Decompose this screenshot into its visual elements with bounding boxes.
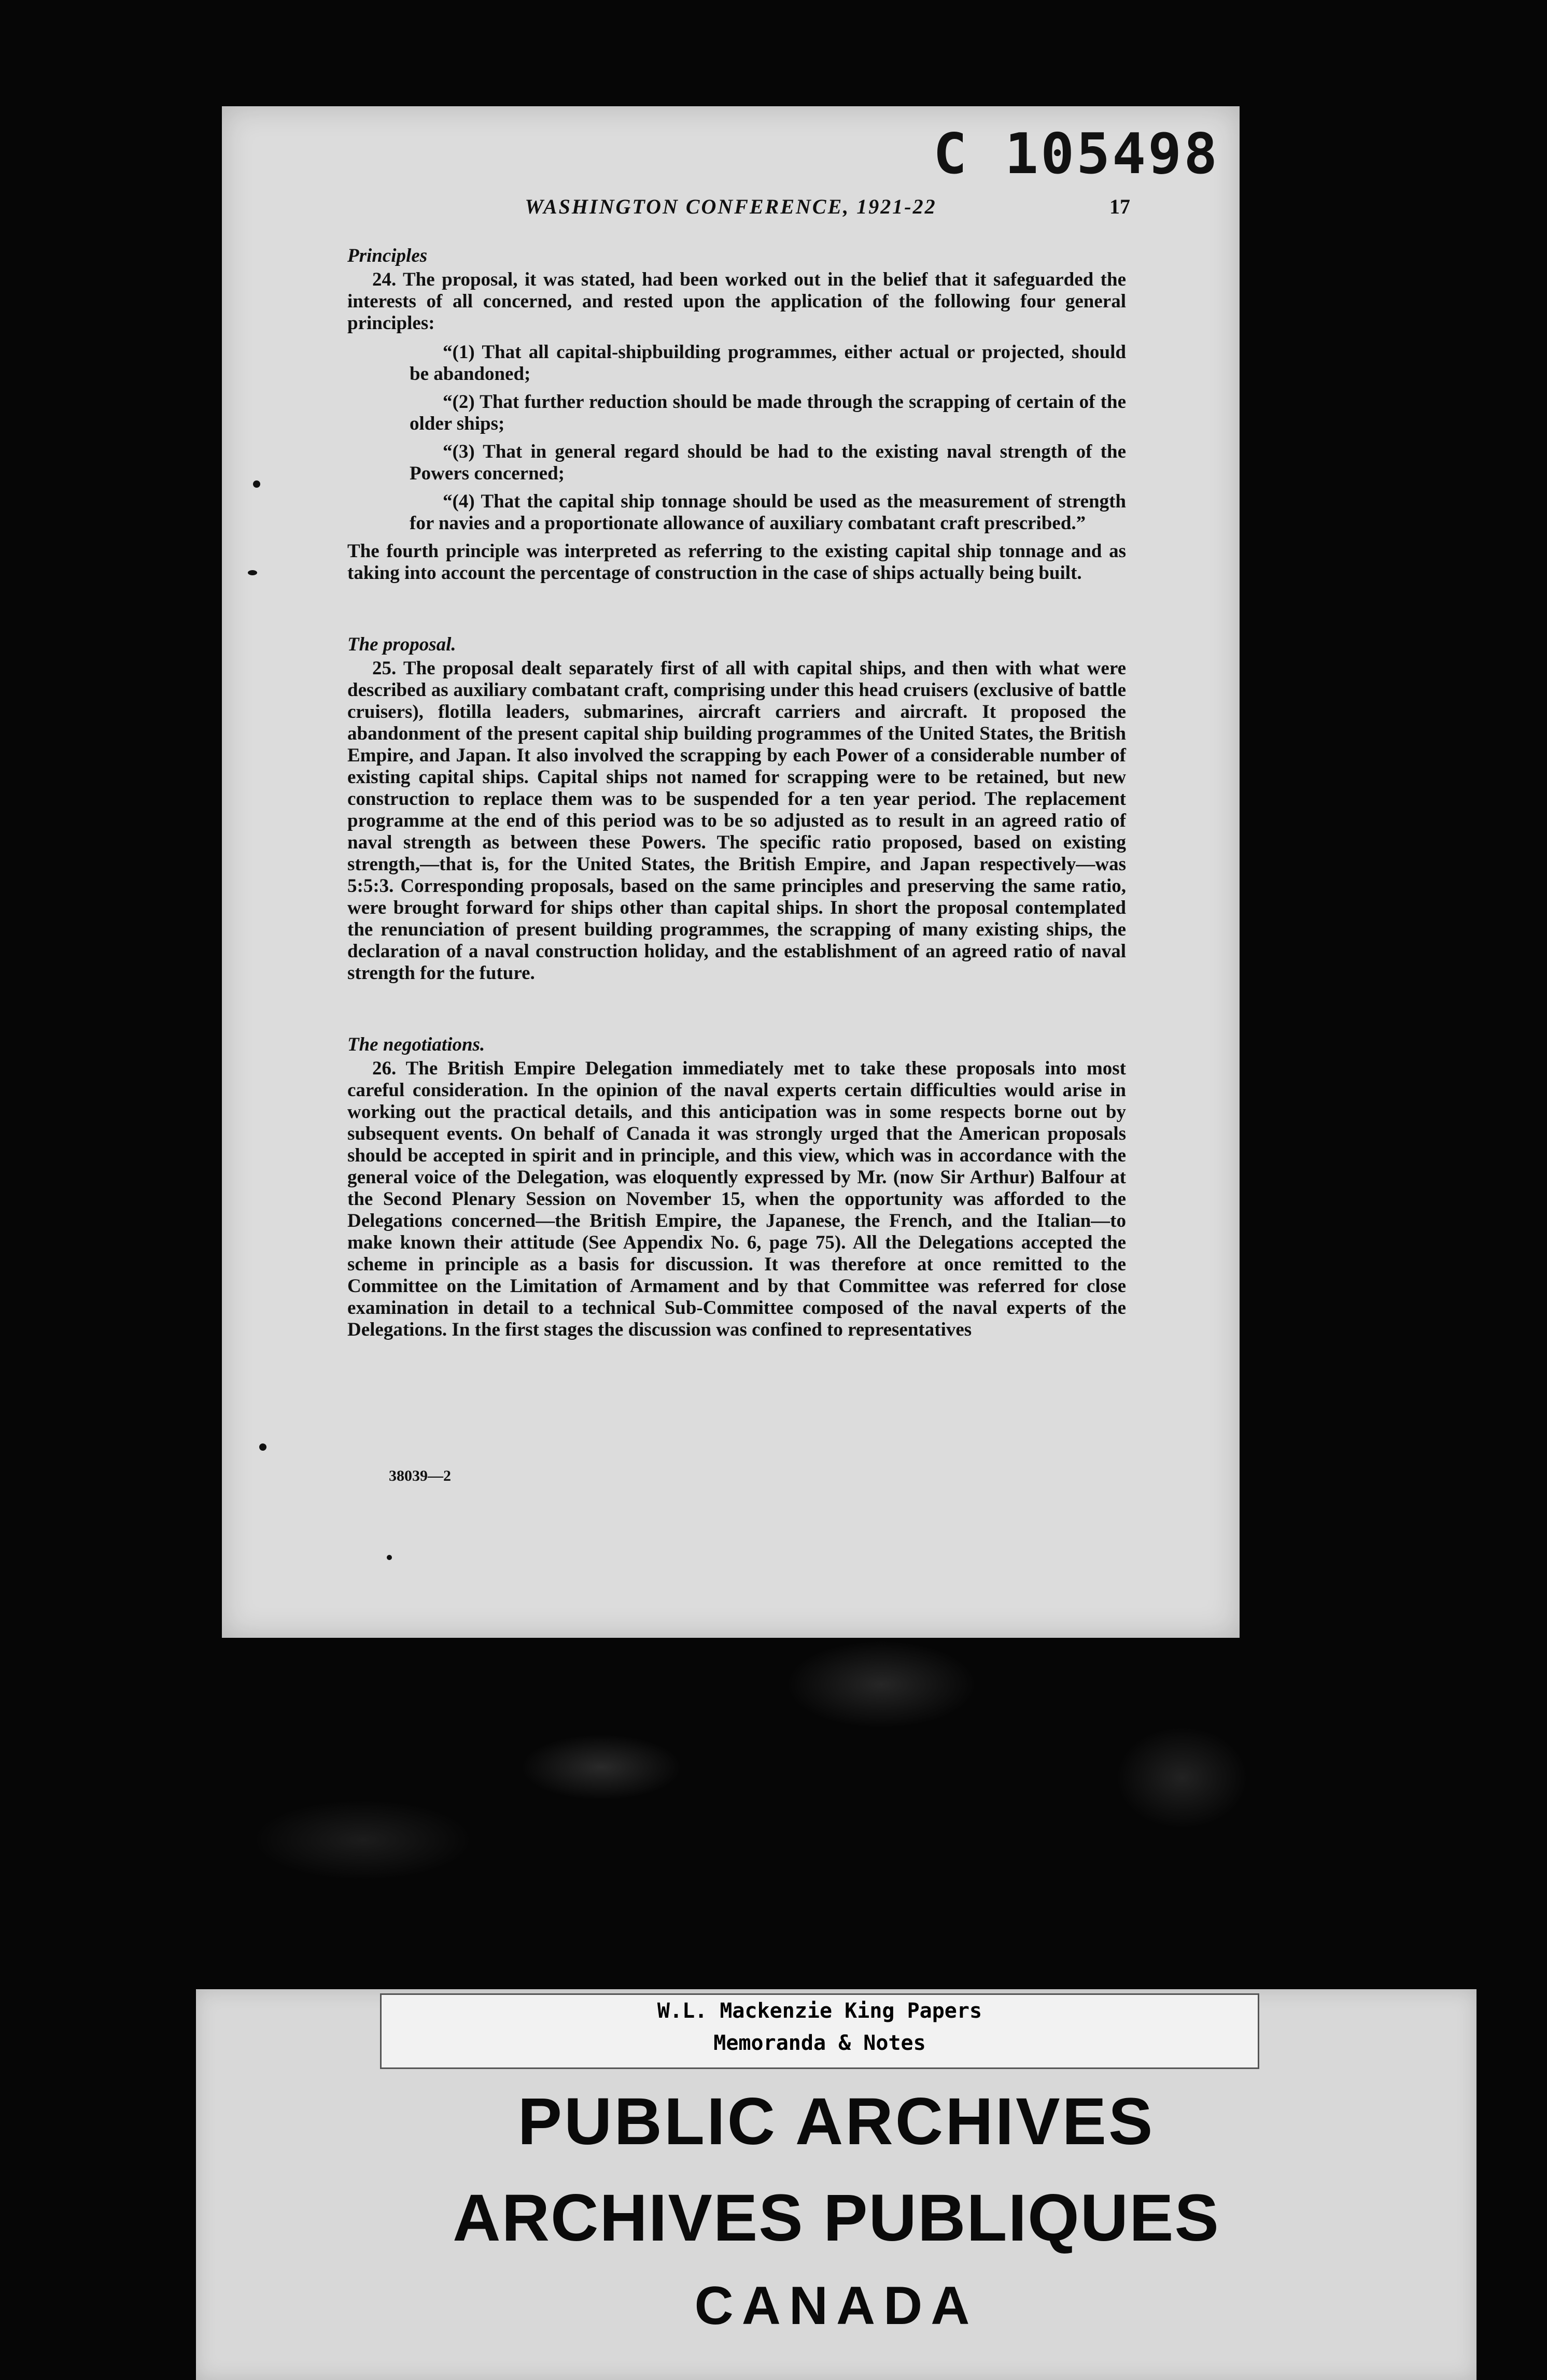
collection-name: W.L. Mackenzie King Papers	[657, 1999, 982, 2023]
print-code: 38039—2	[389, 1467, 451, 1484]
page-number: 17	[1109, 195, 1130, 218]
collection-label	[380, 1993, 1259, 2069]
section-title-proposal: The proposal.	[347, 634, 456, 655]
paragraph-24: 24. The proposal, it was stated, had been worked out in the belief that it safeguarded the interests of all concerned, and rested upon the application of the following four general principles:	[347, 269, 1126, 334]
section-gap	[347, 991, 1126, 1034]
document-page	[222, 106, 1240, 1638]
principle-3: “(3) That in general regard should be had to the existing naval strength of the Powers concerned;	[410, 441, 1126, 484]
punch-hole-mark	[248, 570, 257, 575]
section-gap	[347, 591, 1126, 634]
archive-country: CANADA	[694, 2276, 978, 2336]
punch-hole-mark	[253, 480, 260, 488]
paragraph-25: 25. The proposal dealt separately first of all with capital ships, and then with what were described as auxiliary combatant craft, comprising under this head cruisers (exclusive of battle cruisers), flotilla leaders, submarines, aircraft carriers and aircraft. It proposed the abandonment of the present capital ship building programmes of the United States, the British Empire, and Japan. It also involved the scrapping by each Power of a considerable number of existing capital ships. Capital ships not named for scrapping were to be retained, but new construction to replace them was to be suspended for a ten year period. The replacement programme at the end of this period was to be so adjusted as to result in an agreed ratio of naval strength as between these Powers. The specific ratio proposed, based on existing strength,—that is, for the United States, the British Empire, and Japan respectively—was 5:5:3. Corresponding proposals, based on the same principles and preserving the same ratio, were brought forward for ships other than capital ships. In short the proposal contemplated the renunciation of present building programmes, the scrapping of many existing ships, the declaration of a naval construction holiday, and the establishment of an agreed ratio of naval strength for the future.	[347, 658, 1126, 984]
paragraph-26: 26. The British Empire Delegation immediately met to take these proposals into most careful consideration. In the opinion of the naval experts certain difficulties would arise in working out the practical details, and this anticipation was in some respects borne out by subsequent events. On behalf of Canada it was strongly urged that the American proposals should be accepted in spirit and in principle, and this view, which was in accordance with the general voice of the Delegation, was eloquently expressed by Mr. (now Sir Arthur) Balfour at the Second Plenary Session on November 15, when the opportunity was afforded to the Delegations concerned—the British Empire, the Japanese, the French, and the Italian—to make known their attitude (See Appendix No. 6, page 75). All the Delegations accepted the scheme in principle as a basis for discussion. It was therefore at once remitted to the Committee on the Limitation of Armament and by that Committee was referred for close examination in detail to a technical Sub-Committee composed of the naval experts of the Delegations. In the first stages the discussion was confined to representatives	[347, 1058, 1126, 1340]
principle-4: “(4) That the capital ship tonnage should be used as the measurement of strength for navies and a proportionate allowance of auxiliary combatant craft prescribed.”	[410, 491, 1126, 534]
punch-hole-mark	[387, 1555, 392, 1560]
archive-stamp-number: C 105498	[933, 122, 1220, 187]
running-head: WASHINGTON CONFERENCE, 1921-22	[525, 195, 937, 218]
principle-2: “(2) That further reduction should be made through the scrapping of certain of the older ships;	[410, 391, 1126, 434]
archive-title-en: PUBLIC ARCHIVES	[517, 2085, 1155, 2159]
principle-1: “(1) That all capital-shipbuilding programmes, either actual or projected, should be abandoned;	[410, 342, 1126, 385]
section-title-principles: Principles	[347, 245, 428, 266]
section-title-negotiations: The negotiations.	[347, 1034, 485, 1055]
paragraph-fourth-principle: The fourth principle was interpreted as referring to the existing capital ship tonnage and as taking into account the percentage of construction in the case of ships actually being built.	[347, 541, 1126, 584]
series-name: Memoranda & Notes	[713, 2031, 926, 2055]
archive-title-fr: ARCHIVES PUBLIQUES	[453, 2181, 1220, 2255]
page-body	[347, 245, 1126, 1348]
punch-hole-mark	[259, 1443, 266, 1451]
archive-label-card	[196, 1989, 1476, 2380]
background-texture	[0, 1622, 1547, 1975]
